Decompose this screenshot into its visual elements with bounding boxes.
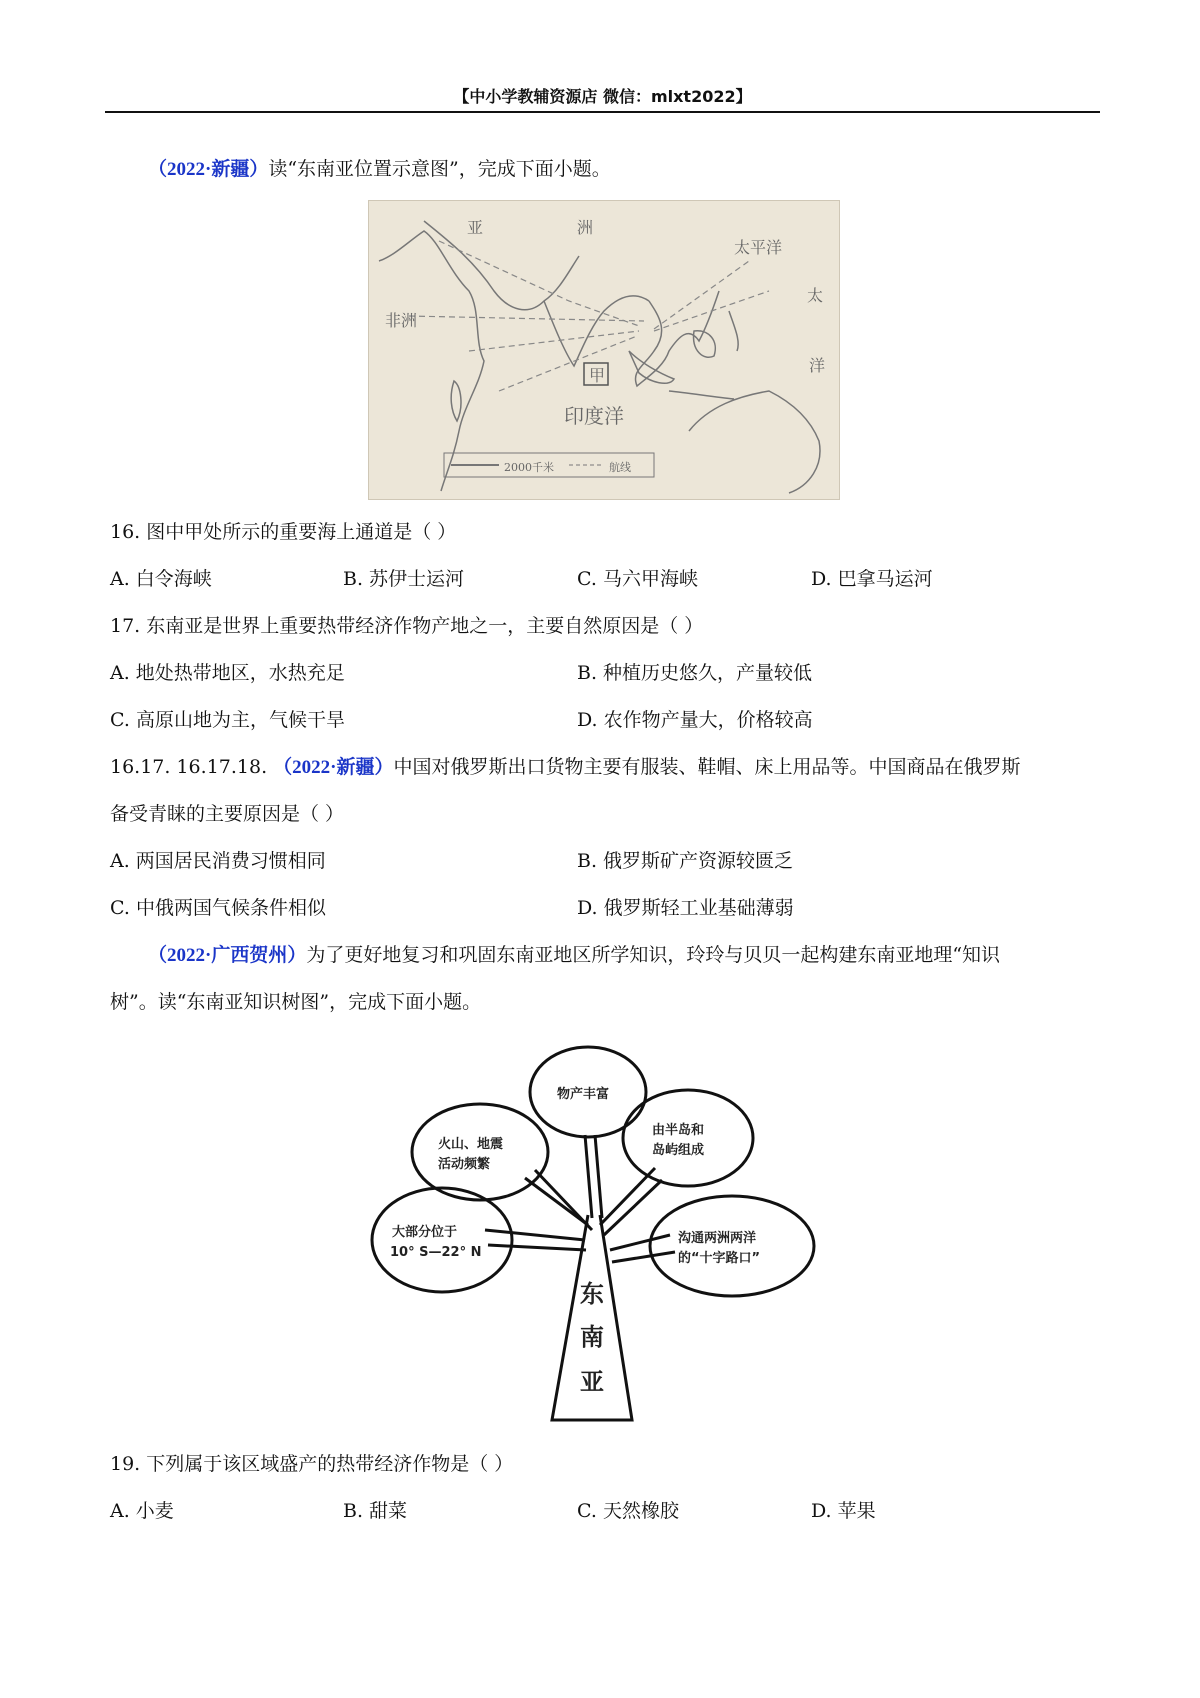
bubble-lower-left-line2: 10° S—22° N <box>390 1245 482 1260</box>
question-19-stem: 19. 下列属于该区域盛产的热带经济作物是（ ） <box>110 1453 514 1475</box>
q19-option-d[interactable]: D. 苹果 <box>811 1500 876 1522</box>
question-16-stem: 16. 图中甲处所示的重要海上通道是（ ） <box>110 521 457 543</box>
bubble-lower-right-line2: 的“十字路口” <box>678 1251 761 1266</box>
tree-drawing <box>370 1040 830 1430</box>
q18-option-b[interactable]: B. 俄罗斯矿产资源较匮乏 <box>577 850 794 872</box>
route-line-6 <box>654 261 749 329</box>
route-line-1 <box>409 316 644 321</box>
q19-option-b[interactable]: B. 甜菜 <box>343 1500 408 1522</box>
q19-option-c[interactable]: C. 天然橡胶 <box>577 1500 679 1522</box>
bubble-lower-left <box>372 1188 512 1292</box>
map-label-pacific2: 太 <box>807 286 824 305</box>
bubble-upper-left <box>412 1104 548 1200</box>
q16-option-b[interactable]: B. 苏伊士运河 <box>343 568 465 590</box>
map-label-jia: 甲 <box>589 366 606 385</box>
bubble-upper-left-line2: 活动频繁 <box>438 1157 491 1172</box>
source-tag: （2022·新疆） <box>273 757 394 778</box>
map-borneo <box>694 331 716 357</box>
q19-option-a[interactable]: A. 小麦 <box>110 1500 174 1522</box>
branch-top-2 <box>595 1135 602 1218</box>
map-drawing <box>369 201 839 499</box>
question-18-stem-line1 <box>110 754 1021 781</box>
question-18-stem-line2: 备受青睐的主要原因是（ ） <box>110 803 345 825</box>
map-label-indian-ocean: 印度洋 <box>564 404 624 428</box>
branch-top <box>585 1135 592 1218</box>
map-route-label: 航线 <box>609 461 631 474</box>
branch-upper-left-2 <box>535 1170 592 1230</box>
map-coastline-australia <box>689 391 820 493</box>
map-coastline-africa <box>379 231 484 491</box>
bubble-lower-right-line1: 沟通两洲两洋 <box>678 1231 757 1246</box>
bubble-upper-right-line1: 由半岛和 <box>652 1123 705 1138</box>
bubble-lower-right <box>650 1196 814 1296</box>
intro2-text-line1: 为了更好地复习和巩固东南亚地区所学知识，玲玲与贝贝一起构建东南亚地理“知识 <box>306 944 1001 966</box>
branch-lower-left <box>485 1230 585 1240</box>
route-line-5 <box>654 291 769 331</box>
intro-xinjiang-map <box>148 156 611 183</box>
bubble-upper-left-line1: 火山、地震 <box>438 1137 504 1152</box>
branch-lower-right <box>610 1235 670 1250</box>
header-divider <box>105 111 1100 113</box>
q17-option-d[interactable]: D. 农作物产量大，价格较高 <box>577 709 813 731</box>
q18-text: 中国对俄罗斯出口货物主要有服装、鞋帽、床上用品等。中国商品在俄罗斯 <box>393 756 1021 778</box>
q17-option-a[interactable]: A. 地处热带地区，水热充足 <box>110 662 345 684</box>
q18-option-d[interactable]: D. 俄罗斯轻工业基础薄弱 <box>577 897 794 919</box>
q18-prefix: 16.17. 16.17.18. <box>110 756 274 778</box>
q16-option-c[interactable]: C. 马六甲海峡 <box>577 568 698 590</box>
branch-lower-right-2 <box>612 1252 675 1262</box>
q16-option-a[interactable]: A. 白令海峡 <box>110 568 212 590</box>
q17-option-c[interactable]: C. 高原山地为主，气候干旱 <box>110 709 345 731</box>
southeast-asia-knowledge-tree <box>370 1040 830 1430</box>
trunk-char-1: 东 <box>580 1280 604 1308</box>
q16-option-d[interactable]: D. 巴拿马运河 <box>811 568 933 590</box>
intro-text: 读“东南亚位置示意图”，完成下面小题。 <box>268 158 611 180</box>
map-coastline-arabia <box>424 221 579 310</box>
page-header: 【中小学教辅资源店 微信：mlxt2022】 <box>453 87 752 106</box>
map-label-asia: 亚 <box>467 218 484 237</box>
map-philippines <box>729 311 738 351</box>
map-java <box>669 391 734 399</box>
map-coastline-indochina <box>635 291 719 386</box>
q18-option-c[interactable]: C. 中俄两国气候条件相似 <box>110 897 326 919</box>
route-line-2 <box>469 331 639 351</box>
bubble-lower-left-line1: 大部分位于 <box>392 1225 458 1240</box>
map-label-pacific3: 洋 <box>809 356 826 375</box>
source-tag: （2022·新疆） <box>148 159 269 180</box>
route-line-3 <box>499 336 637 391</box>
route-line-4 <box>439 241 639 326</box>
map-scale-label: 2000千米 <box>504 461 554 474</box>
q17-option-b[interactable]: B. 种植历史悠久，产量较低 <box>577 662 813 684</box>
bubble-upper-right <box>623 1090 753 1186</box>
bubble-top-text: 物产丰富 <box>557 1087 610 1102</box>
trunk-char-3: 亚 <box>580 1368 604 1396</box>
question-17-stem: 17. 东南亚是世界上重要热带经济作物产地之一，主要自然原因是（ ） <box>110 615 704 637</box>
map-label-pacific1: 太平洋 <box>734 238 783 257</box>
trunk-char-2: 南 <box>580 1323 604 1351</box>
q18-option-a[interactable]: A. 两国居民消费习惯相同 <box>110 850 326 872</box>
intro-hezhou-tree <box>148 942 1000 969</box>
branch-lower-left-2 <box>488 1245 586 1250</box>
intro2-text-line2: 树”。读“东南亚知识树图”，完成下面小题。 <box>110 991 482 1013</box>
map-label-asia2: 洲 <box>577 218 594 237</box>
map-madagascar <box>451 381 461 421</box>
source-tag: （2022·广西贺州） <box>148 945 307 966</box>
southeast-asia-location-map <box>368 200 840 500</box>
map-label-africa: 非洲 <box>385 311 418 330</box>
branch-upper-right-2 <box>604 1180 662 1235</box>
bubble-upper-right-line2: 岛屿组成 <box>652 1143 705 1158</box>
